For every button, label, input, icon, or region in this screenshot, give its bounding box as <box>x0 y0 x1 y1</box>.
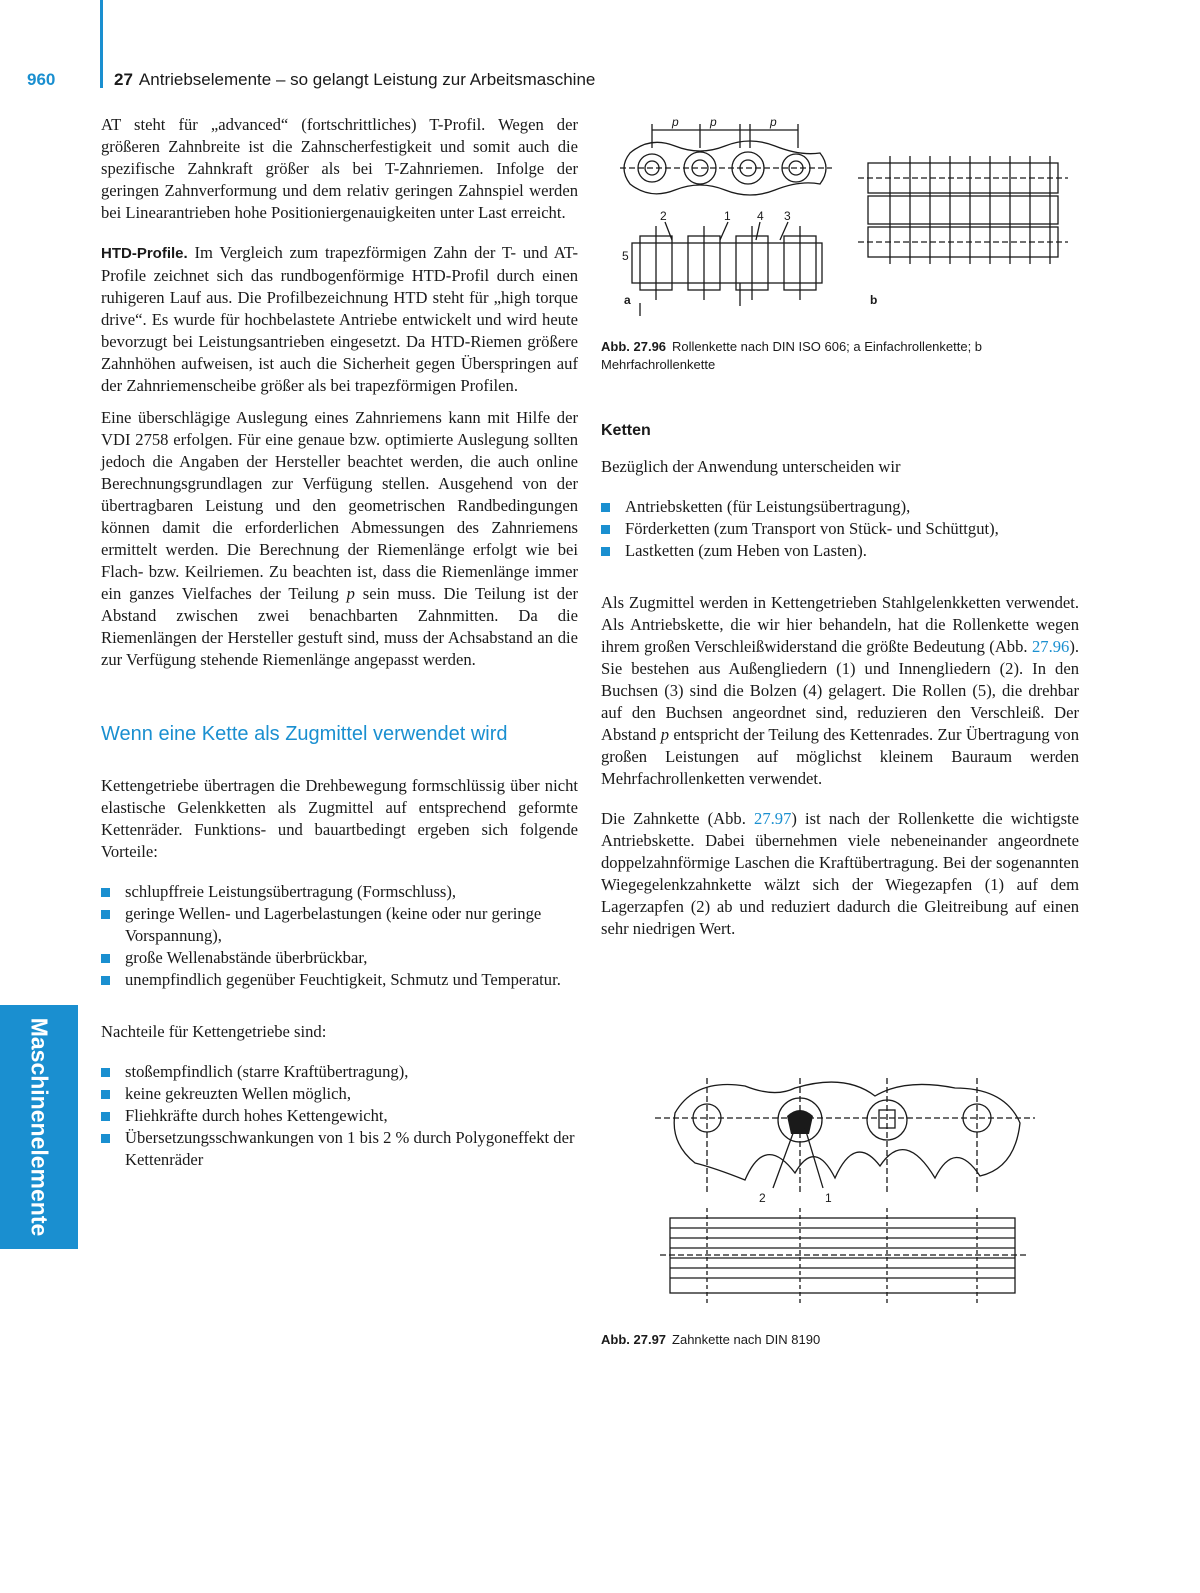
part-number-label: 3 <box>784 209 791 223</box>
heading-ketten: Ketten <box>601 422 651 439</box>
chapter-number: 27 <box>114 70 133 89</box>
paragraph-auslegung <box>101 407 578 671</box>
zugmittel-text-1: Als Zugmittel werden in Kettengetrieben Stahlgelenkketten verwendet. Als Antriebskette, die wir hier behandeln, hat die Rollenkette wegen ihrem großen Verschleißwiderstand die größte Bedeutung (Abb. <box>601 593 1079 656</box>
caption-number: Abb. 27.96 <box>601 339 667 354</box>
htd-text: Im Vergleich zum trapezförmigen Zahn der T- und AT-Profile zeichnet sich das rundbogenförmige HTD-Profil durch einen ruhigeren Lauf aus. Die Profilbezeichnung HTD steht für „high torque drive“. Es wurde für hochbelastete Antriebe entwickelt und wird heute bevorzugt bei Leistungsantrieben eingesetzt. Da HTD-Riemen größere Zahnhöhen aufweisen, ist auch die Sicherheit gegen Überspringen auf der Zahnriemenscheibe größer als bei trapezförmigen Profilen. <box>101 243 578 395</box>
pitch-label: p <box>710 115 717 129</box>
caption-text: Rollenkette nach DIN ISO 606; a Einfachrollenkette; b Mehrfachrollenkette <box>601 339 983 372</box>
list-item: Antriebsketten (für Leistungsübertragung), <box>601 496 1079 518</box>
figure-caption-97 <box>601 1331 1081 1349</box>
list-item: Fliehkräfte durch hohes Kettengewicht, <box>101 1105 578 1127</box>
list-item: Übersetzungsschwankungen von 1 bis 2 % durch Polygoneffekt der Kettenräder <box>101 1127 578 1171</box>
tooth-chain-drawing <box>655 1068 1035 1308</box>
list-item: keine gekreuzten Wellen möglich, <box>101 1083 578 1105</box>
nachteile-list <box>101 1061 578 1171</box>
section-heading: Wenn eine Kette als Zugmittel verwendet wird <box>101 723 508 745</box>
part-number-label: 1 <box>724 209 731 223</box>
header-rule <box>100 0 103 88</box>
page-number: 960 <box>27 70 56 89</box>
roller-chain-drawing <box>600 108 1080 318</box>
left-column <box>101 114 578 1171</box>
section-tab <box>0 1005 78 1249</box>
paragraph-bezueglich: Bezüglich der Anwendung unterscheiden wir <box>601 457 901 476</box>
paragraph-at-profile: AT steht für „advanced“ (fortschrittliches) T-Profil. Wegen der größeren Zahnbreite ist die Zahnscherfestigkeit und somit auch die spezifische Zahnkraft größer als bei T-Zahnriemen. Infolge der geringen Zahnverformung und dem relativ geringen Zahnspiel werden bei Linearantrieben hohe Positioniergenauigkeiten unter Last erreicht. <box>101 115 578 222</box>
variable-p: p <box>346 584 355 603</box>
list-item: stoßempfindlich (starre Kraftübertragung), <box>101 1061 578 1083</box>
list-item: schlupffreie Leistungsübertragung (Formschluss), <box>101 881 578 903</box>
pitch-label: p <box>770 115 777 129</box>
paragraph-zugmittel <box>601 592 1079 790</box>
list-item: unempfindlich gegenüber Feuchtigkeit, Schmutz und Temperatur. <box>101 969 578 991</box>
nachteile-intro: Nachteile für Kettengetriebe sind: <box>101 1022 327 1041</box>
figure-tooth-chain <box>655 1068 1035 1308</box>
auslegung-text-1: Eine überschlägige Auslegung eines Zahnriemens kann mit Hilfe der VDI 2758 erfolgen. Für eine genaue bzw. optimierte Auslegung sollten jedoch die Angaben der Hersteller beachtet werden, die auch online Berechnungsgrundlagen zur Verfügung stellen. Ausgehend von der übertragbaren Leistung und den geometrischen Randbedingungen können damit die erforderlichen Abmessungen des Zahnriemens ermittelt werden. Die Berechnung der Riemenlänge erfolgt wie bei Flach- bzw. Keilriemen. Zu beachten ist, dass die Riemenlänge immer ein ganzes Vielfaches der Teilung <box>101 408 578 603</box>
list-item: geringe Wellen- und Lagerbelastungen (keine oder nur geringe Vorspannung), <box>101 903 578 947</box>
pitch-label: p <box>672 115 679 129</box>
chapter-title: Antriebselemente – so gelangt Leistung zur Arbeitsmaschine <box>138 70 596 89</box>
paragraph-kettengetriebe: Kettengetriebe übertragen die Drehbewegung formschlüssig über nicht elastische Gelenkketten als Zugmittel auf entsprechend geformte Kettenräder. Funktions- und bauartbedingt ergeben sich folgende Vorteile: <box>101 776 578 861</box>
figure-roller-chain <box>600 108 1080 318</box>
caption-text: Zahnkette nach DIN 8190 <box>672 1332 821 1347</box>
figure-reference-link[interactable]: 27.96 <box>1031 637 1070 656</box>
htd-heading: HTD-Profile. <box>101 245 188 262</box>
part-number-label: 2 <box>660 209 667 223</box>
part-number-label: 1 <box>825 1191 832 1205</box>
list-item: Förderketten (zum Transport von Stück- und Schüttgut), <box>601 518 1079 540</box>
paragraph-htd <box>101 242 578 397</box>
caption-number: Abb. 27.97 <box>601 1332 667 1347</box>
zahnkette-text-1: Die Zahnkette (Abb. <box>601 809 755 828</box>
auslegung-text-2: sein muss. Die Teilung ist der Abstand zwischen zwei benachbarten Zahnmitten. Da die Riemenlängen der Hersteller gestuft sind, muss der Achsabstand an die zur Verfügung stehende Riemenlänge angepasst werden. <box>101 584 578 669</box>
part-number-label: 2 <box>759 1191 766 1205</box>
paragraph-zahnkette <box>601 808 1079 940</box>
figure-reference-link[interactable]: 27.97 <box>754 809 792 828</box>
subfigure-label-b: b <box>870 293 878 307</box>
variable-p: p <box>660 725 669 744</box>
zugmittel-text-2: ). Sie bestehen aus Außengliedern (1) und Innengliedern (2). In den Buchsen (3) sind die Bolzen (4) gelagert. Die Rollen (5), die drehbar auf den Buchsen angeordnet sind, reduzieren den Verschleiß. Der Abstand <box>601 637 1079 744</box>
subfigure-label-a: a <box>624 293 631 307</box>
section-tab-label: Maschinenelemente <box>26 1017 53 1237</box>
zugmittel-text-3: entspricht der Teilung des Kettenrades. Zur Übertragung von großen Leistungen auf möglichst kleinem Bauraum werden Mehrfachrollenketten verwendet. <box>601 725 1079 788</box>
figure-caption-96 <box>601 338 1081 374</box>
list-item: große Wellenabstände überbrückbar, <box>101 947 578 969</box>
list-item: Lastketten (zum Heben von Lasten). <box>601 540 1079 562</box>
zahnkette-text-2: ) ist nach der Rollenkette die wichtigste Antriebskette. Dabei übernehmen viele nebeneinander angeordnete doppelzahnförmige Laschen die Kraftübertragung. Bei der sogenannten Wiegegelenkzahnkette wälzt sich der Wiegezapfen (1) auf dem Lagerzapfen (2) ab und reduziert dadurch die Gleitreibung auf einen sehr niedrigen Wert. <box>601 809 1079 938</box>
part-number-label: 4 <box>757 209 764 223</box>
right-column <box>601 420 1079 940</box>
vorteile-list <box>101 881 578 991</box>
part-number-label: 5 <box>622 249 629 263</box>
running-head <box>114 70 595 90</box>
kettenarten-list <box>601 496 1079 562</box>
